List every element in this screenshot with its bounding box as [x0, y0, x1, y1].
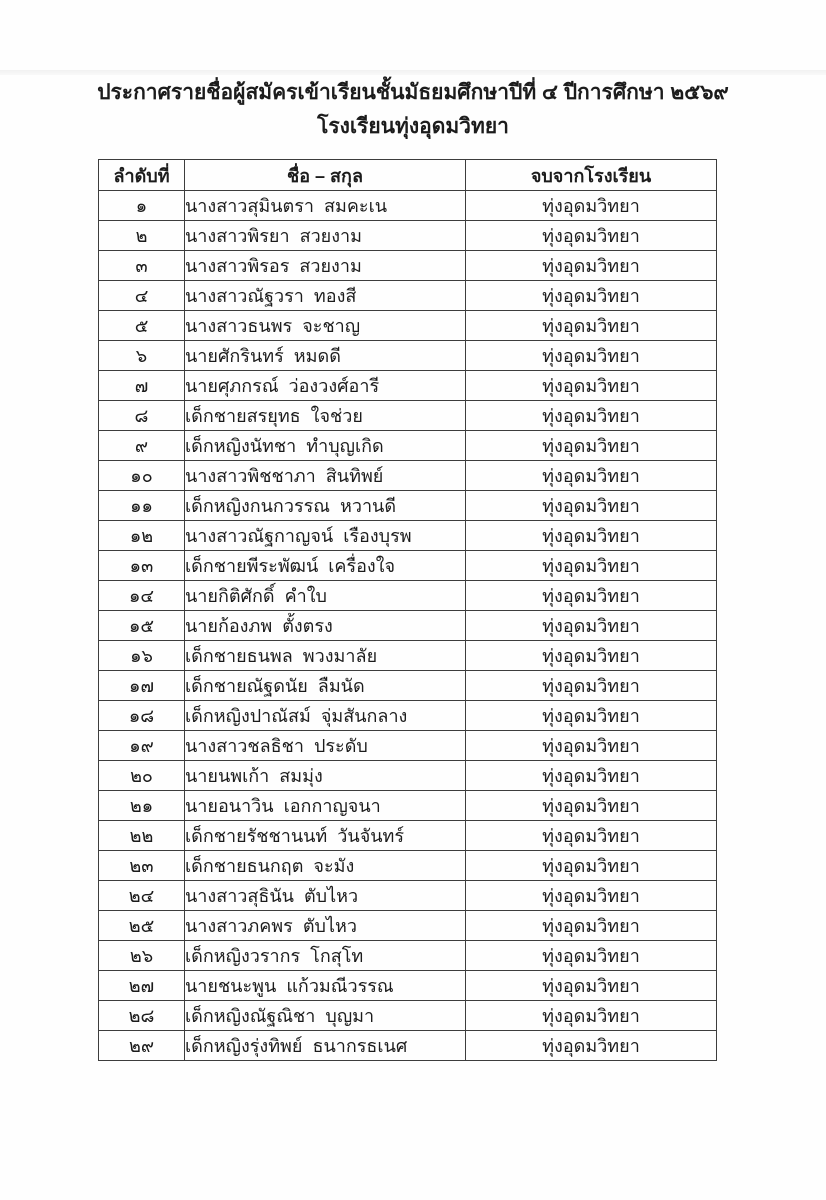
cell-graduated-school: ทุ่งอุดมวิทยา: [466, 191, 717, 221]
table-row: [99, 251, 717, 281]
cell-applicant-name: เด็กชายธนกฤต จะมัง: [185, 851, 466, 881]
cell-order-number: ๒๔: [99, 881, 185, 911]
cell-order-number: ๑๔: [99, 581, 185, 611]
cell-order-number: ๘: [99, 401, 185, 431]
table-row: [99, 311, 717, 341]
cell-order-number: ๒๗: [99, 971, 185, 1001]
cell-graduated-school: ทุ่งอุดมวิทยา: [466, 581, 717, 611]
table-row: [99, 341, 717, 371]
table-row: [99, 371, 717, 401]
cell-applicant-name: เด็กหญิงกนกวรรณ หวานดี: [185, 491, 466, 521]
cell-order-number: ๒: [99, 221, 185, 251]
cell-applicant-name: เด็กหญิงรุ่งทิพย์ ธนากรธเนศ: [185, 1031, 466, 1061]
cell-applicant-name: เด็กชายสรยุทธ ใจช่วย: [185, 401, 466, 431]
cell-order-number: ๑๒: [99, 521, 185, 551]
table-row: [99, 611, 717, 641]
cell-order-number: ๒๓: [99, 851, 185, 881]
table-row: [99, 791, 717, 821]
table-row: [99, 911, 717, 941]
cell-graduated-school: ทุ่งอุดมวิทยา: [466, 911, 717, 941]
cell-order-number: ๒๕: [99, 911, 185, 941]
cell-order-number: ๑๕: [99, 611, 185, 641]
cell-graduated-school: ทุ่งอุดมวิทยา: [466, 401, 717, 431]
cell-order-number: ๕: [99, 311, 185, 341]
table-row: [99, 281, 717, 311]
cell-applicant-name: นายศุภกรณ์ ว่องวงศ์อารี: [185, 371, 466, 401]
cell-order-number: ๓: [99, 251, 185, 281]
column-header-name-surname: ชื่อ – สกุล: [185, 160, 466, 191]
applicant-roster-table: [98, 159, 717, 1061]
table-row: [99, 491, 717, 521]
table-row: [99, 671, 717, 701]
cell-graduated-school: ทุ่งอุดมวิทยา: [466, 461, 717, 491]
cell-order-number: ๔: [99, 281, 185, 311]
cell-applicant-name: เด็กชายรัชชานนท์ วันจันทร์: [185, 821, 466, 851]
cell-graduated-school: ทุ่งอุดมวิทยา: [466, 641, 717, 671]
table-row: [99, 761, 717, 791]
column-header-graduated-from-school: จบจากโรงเรียน: [466, 160, 717, 191]
cell-graduated-school: ทุ่งอุดมวิทยา: [466, 281, 717, 311]
cell-applicant-name: นางสาวสุมินตรา สมคะเน: [185, 191, 466, 221]
cell-applicant-name: เด็กชายธนพล พวงมาลัย: [185, 641, 466, 671]
table-row: [99, 191, 717, 221]
table-row: [99, 461, 717, 491]
cell-applicant-name: นางสาวธนพร จะชาญ: [185, 311, 466, 341]
cell-graduated-school: ทุ่งอุดมวิทยา: [466, 431, 717, 461]
cell-graduated-school: ทุ่งอุดมวิทยา: [466, 791, 717, 821]
cell-order-number: ๒๐: [99, 761, 185, 791]
table-row: [99, 521, 717, 551]
page-subtitle-school-name: โรงเรียนทุ่งอุดมวิทยา: [317, 115, 509, 138]
cell-graduated-school: ทุ่งอุดมวิทยา: [466, 251, 717, 281]
cell-applicant-name: นางสาวณัฐวรา ทองสี: [185, 281, 466, 311]
table-row: [99, 1001, 717, 1031]
cell-order-number: ๖: [99, 341, 185, 371]
cell-graduated-school: ทุ่งอุดมวิทยา: [466, 371, 717, 401]
cell-order-number: ๒๒: [99, 821, 185, 851]
cell-order-number: ๑๐: [99, 461, 185, 491]
cell-graduated-school: ทุ่งอุดมวิทยา: [466, 731, 717, 761]
cell-graduated-school: ทุ่งอุดมวิทยา: [466, 1031, 717, 1061]
cell-order-number: ๑๖: [99, 641, 185, 671]
cell-graduated-school: ทุ่งอุดมวิทยา: [466, 611, 717, 641]
cell-graduated-school: ทุ่งอุดมวิทยา: [466, 1001, 717, 1031]
cell-applicant-name: เด็กหญิงณัฐณิชา บุญมา: [185, 1001, 466, 1031]
cell-graduated-school: ทุ่งอุดมวิทยา: [466, 311, 717, 341]
cell-order-number: ๗: [99, 371, 185, 401]
cell-order-number: ๑๑: [99, 491, 185, 521]
cell-order-number: ๒๖: [99, 941, 185, 971]
cell-graduated-school: ทุ่งอุดมวิทยา: [466, 851, 717, 881]
cell-order-number: ๑๗: [99, 671, 185, 701]
cell-graduated-school: ทุ่งอุดมวิทยา: [466, 701, 717, 731]
cell-applicant-name: นางสาวพิรยา สวยงาม: [185, 221, 466, 251]
cell-applicant-name: นายก้องภพ ตั้งตรง: [185, 611, 466, 641]
table-row: [99, 881, 717, 911]
cell-applicant-name: เด็กชายพีระพัฒน์ เครื่องใจ: [185, 551, 466, 581]
cell-applicant-name: นายนพเก้า สมมุ่ง: [185, 761, 466, 791]
table-row: [99, 221, 717, 251]
table-row: [99, 701, 717, 731]
table-row: [99, 401, 717, 431]
cell-applicant-name: นายชนะพูน แก้วมณีวรรณ: [185, 971, 466, 1001]
cell-order-number: ๑: [99, 191, 185, 221]
table-row: [99, 971, 717, 1001]
table-row: [99, 941, 717, 971]
document-header: [0, 78, 826, 142]
table-row: [99, 1031, 717, 1061]
page-title: ประกาศรายชื่อผู้สมัครเข้าเรียนชั้นมัธยมศึกษาปีที่ ๔ ปีการศึกษา ๒๕๖๙: [97, 81, 729, 104]
cell-applicant-name: นางสาวชลธิชา ประดับ: [185, 731, 466, 761]
table-row: [99, 851, 717, 881]
cell-graduated-school: ทุ่งอุดมวิทยา: [466, 491, 717, 521]
table-body: [99, 191, 717, 1061]
cell-applicant-name: เด็กชายณัฐดนัย ลืมนัด: [185, 671, 466, 701]
cell-order-number: ๑๘: [99, 701, 185, 731]
cell-graduated-school: ทุ่งอุดมวิทยา: [466, 221, 717, 251]
cell-graduated-school: ทุ่งอุดมวิทยา: [466, 881, 717, 911]
cell-order-number: ๑๓: [99, 551, 185, 581]
cell-graduated-school: ทุ่งอุดมวิทยา: [466, 761, 717, 791]
table-row: [99, 551, 717, 581]
table-row: [99, 821, 717, 851]
cell-applicant-name: นางสาวพิรอร สวยงาม: [185, 251, 466, 281]
cell-order-number: ๙: [99, 431, 185, 461]
cell-graduated-school: ทุ่งอุดมวิทยา: [466, 941, 717, 971]
cell-applicant-name: เด็กหญิงนัทชา ทำบุญเกิด: [185, 431, 466, 461]
cell-applicant-name: เด็กหญิงวรากร โกสุโท: [185, 941, 466, 971]
cell-applicant-name: นายอนาวิน เอกกาญจนา: [185, 791, 466, 821]
cell-applicant-name: นางสาวพิชชาภา สินทิพย์: [185, 461, 466, 491]
column-header-order-number: ลำดับที่: [99, 160, 185, 191]
table-header-row: [99, 160, 717, 191]
cell-order-number: ๒๑: [99, 791, 185, 821]
cell-graduated-school: ทุ่งอุดมวิทยา: [466, 521, 717, 551]
cell-graduated-school: ทุ่งอุดมวิทยา: [466, 971, 717, 1001]
table-row: [99, 581, 717, 611]
cell-order-number: ๒๙: [99, 1031, 185, 1061]
cell-graduated-school: ทุ่งอุดมวิทยา: [466, 671, 717, 701]
cell-order-number: ๒๘: [99, 1001, 185, 1031]
table-row: [99, 641, 717, 671]
cell-applicant-name: เด็กหญิงปาณัสม์ จุ่มสันกลาง: [185, 701, 466, 731]
cell-graduated-school: ทุ่งอุดมวิทยา: [466, 551, 717, 581]
cell-graduated-school: ทุ่งอุดมวิทยา: [466, 341, 717, 371]
cell-applicant-name: นายกิติศักดิ์ คำใบ: [185, 581, 466, 611]
table-row: [99, 731, 717, 761]
cell-applicant-name: นางสาวณัฐกาญจน์ เรืองบุรพ: [185, 521, 466, 551]
cell-applicant-name: นางสาวสุธินัน ตับไหว: [185, 881, 466, 911]
cell-applicant-name: นางสาวภคพร ตับไหว: [185, 911, 466, 941]
scan-artifact-line: [0, 70, 826, 75]
cell-graduated-school: ทุ่งอุดมวิทยา: [466, 821, 717, 851]
cell-applicant-name: นายศักรินทร์ หมดดี: [185, 341, 466, 371]
table-row: [99, 431, 717, 461]
cell-order-number: ๑๙: [99, 731, 185, 761]
